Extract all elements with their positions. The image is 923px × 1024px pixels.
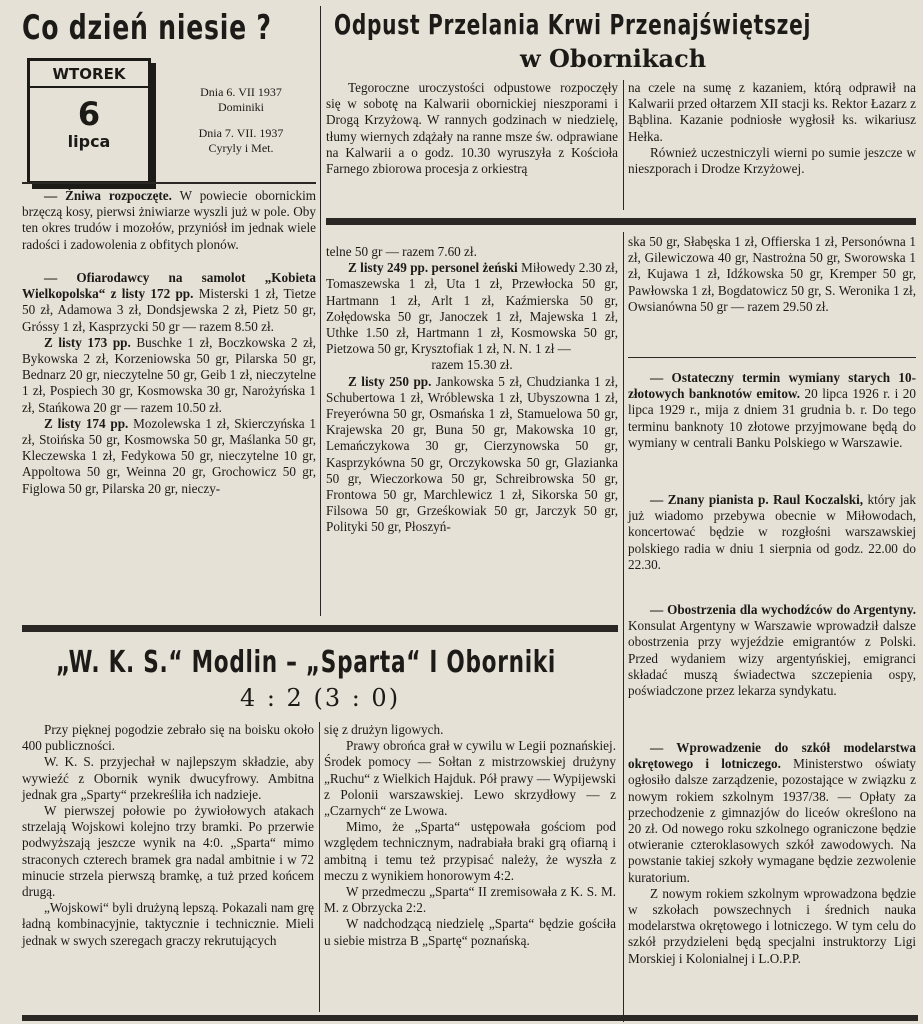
calendar-month: lipca	[67, 132, 111, 151]
list-174-text: Mozolewska 1 zł, Skierczyńska 1 zł, Stoińska 50 gr, Kosmowska 50 gr, Maślanka 50 gr, Kleczewska 1 zł, Fedykowa 50 gr, nieczytelne 10 gr, Appoltowa 50 gr, Weinna 20 gr, Grochowicz 50 gr, Figlowa 50 gr, Pilarska 20 gr, nieczy-	[22, 415, 316, 496]
modelarstwo-text-2: Z nowym rokiem szkolnym wprowadzona będzie w szkołach powszechnych i średnich nauka modelarstwa okrętowego i lotniczego. W tym celu do szkół przydzieleni będą specjalni instruktorzy Ligi Morskiej i Kolonialnej i L.O.P.P.	[628, 885, 916, 966]
modelarstwo-text: Ministerstwo oświaty ogłosiło dalsze zarządzenie, pozostające w związku z nowym rokiem szkolnym 1937/38. — Opłaty za przechodzenie z gimnazjów do liceów określono na 20 zł. Od nowego roku szkolnego ograniczone będzie otwieranie czteroklasowych szkół zawodowych. Na powstanie takiej szkoły wymagane będzie zezwolenie kuratorium.	[628, 756, 916, 885]
lists-col-a	[326, 244, 618, 536]
zniwa-text: W powiecie obornickim brzęczą kosy, pierwsi żniwiarze wyszli już w pole. Oby ten okres trudów i mozołów, przyniósł im jednak wiele radości i zadowolenia z obfitych plonów.	[22, 188, 316, 252]
list-continuation: ska 50 gr, Słabęska 1 zł, Offierska 1 zł, Personówna 1 zł, Gilewiczowa 40 gr, Nastrożna 50 gr, Sworowska 1 zł, Kujawa 1 zł, Idźkowska 50 gr, Kremper 50 gr, Pawłowska 1 zł, Bogdatowicz 50 gr, S. Weronika 1 zł, Owsianówna 50 gr — razem 29.50 zł.	[628, 234, 916, 314]
sport-col2-p4: W przedmeczu „Sparta“ II zremisowała z K. S. M. M. z Obrzycka 2:2.	[324, 884, 616, 916]
sport-col-1	[22, 722, 314, 949]
lists-col-c	[628, 234, 916, 315]
article-pianista	[628, 492, 916, 573]
pianista-text: który jak już wiadomo przebywa obecnie w Miłowodach, koncertować będzie w rozgłośni warszawskiej polskiego radia w dniu 1 sierpnia od godz. 22.00 do 22.30.	[628, 492, 916, 572]
calendar-weekday: WTOREK	[30, 61, 148, 88]
ofiarodawcy-text: Misterski 1 zł, Tietze 50 zł, Adamowa 3 zł, Dondsjewska 2 zł, Pietz 50 gr, Gróssy 1 zł, Kasprzycki 50 gr — razem 8.50 zł.	[22, 286, 316, 334]
list-249-total: razem 15.30 zł.	[431, 357, 513, 373]
sport-col1-p2: W. K. S. przyjechał w najlepszym składzie, aby wywieźć z Obornik wynik dwucyfrowy. Ambitna jednak gra „Sparty“ przekreśliła ich nadzieje.	[22, 754, 314, 802]
odpust-bottom-rule	[326, 218, 916, 225]
odpust-title: Odpust Przelania Krwi Przenajświętszej	[334, 8, 812, 41]
argentyna-text: Konsulat Argentyny w Warszawie wprowadził dalsze obostrzenia przy wyjeździe emigrantów z Polski. Przed wydaniem wizy argentyńskiej, emigranci składać muszą świadectwa szczepienia ospy, poświadczone przez lekarza syndykatu.	[628, 618, 916, 699]
list-173-head: Z listy 173 pp.	[44, 334, 131, 350]
odpust-col-divider	[623, 80, 624, 210]
odpust-col-1	[326, 80, 618, 177]
lists-cont: telne 50 gr — razem 7.60 zł.	[326, 244, 477, 259]
modelarstwo-lead: — Wprowadzenie do szkół modelarstwa okrętowego i lotniczego.	[628, 740, 916, 772]
sport-score: 4 : 2 (3 : 0)	[239, 684, 401, 712]
sport-title: „W. K. S.“ Modlin – „Sparta“ I Oborniki	[56, 645, 557, 680]
sport-top-rule	[22, 625, 618, 632]
calendar-date-2: Dnia 7. VII. 1937	[198, 126, 284, 140]
calendar-name-1: Dominiki	[217, 100, 264, 114]
odpust-col1-text: Tegoroczne uroczystości odpustowe rozpoczęły się w sobotę na Kalwarii obornickiej nieszporami i Drogą Krzyżową. W rannych godzinach w niedzielę, tłumy wiernych zdążały na ranne msze św. odprawiane na Kalwarii a o godz. 10.30 wyruszyła z Kościoła Farnego zbiorowa procesja z orkiestrą	[326, 80, 618, 177]
sport-col1-p3: W pierwszej połowie po żywiołowych atakach strzelają Wojskowi kolejno trzy bramki. Po przerwie podwyższają jeszcze wynik na 4:0. „Sparta“ mimo straconych czterech bramek gra nadal ambitnie i w 72 minucie strzela pierwszą bramkę, a tuż przed końcem drugą.	[22, 803, 314, 900]
sport-col1-p4: „Wojskowi“ byli drużyną lepszą. Pokazali nam grę ładną kombinacyjnie, taktycznie i technicznie. Mieli jednak w swych szeregach graczy rekrutujących	[22, 900, 314, 948]
column-divider-right	[623, 232, 624, 1022]
odpust-subtitle: w Obornikach	[520, 44, 707, 73]
right-divider-1	[628, 357, 916, 358]
argentyna-lead: — Obostrzenia dla wychodźców do Argentyny.	[650, 602, 916, 617]
list-249-text: Miłowedy 2.30 zł, Tomaszewska 1 zł, Uta 1 zł, Przewłocka 50 gr, Hartmann 1 zł, Arlt 1 zł, Kaźmierska 50 gr, Zołędowska 50 gr, Janoczek 1 zł, Majewska 1 zł, Uthke 1.50 zł, Hartmann 1 zł, Kosmowska 50 gr, Pietzowa 50 gr, Krysztofiak 1 zł, N. N. 1 zł —	[326, 260, 619, 357]
termin-lead: — Ostateczny termin wymiany starych 10-złotowych banknotów emitow.	[628, 370, 916, 402]
sport-col2-p5: W nadchodzącą niedzielę „Sparta“ będzie gościła u siebie mistrza B „Spartę“ poznańską.	[324, 916, 616, 948]
odpust-col-2	[628, 80, 916, 177]
article-ofiarodawcy	[22, 270, 316, 497]
list-249-head: Z listy 249 pp. personel żeński	[348, 260, 518, 276]
list-250-text: Jankowska 5 zł, Chudzianka 1 zł, Schubertowa 1 zł, Wróblewska 1 zł, Ubyszowna 1 zł, Freyerówna 50 gr, Osmańska 1 zł, Stamuelowa 50 gr, Krajewska 20 gr, Buna 50 gr, Makowska 10 gr, Lemańczykowa 30 gr, Cierzynowska 50 gr, Kasprzykówna 50 gr, Orczykowska 50 gr, Glazianka 50 gr, Wieczorkowa 50 gr, Schreibrowska 50 gr, Frontowa 50 gr, Marchlewicz 1 zł, Sikorska 50 gr, Filsowa 50 gr, Grześkowiak 50 gr, Jarczyk 50 gr, Polityki 50 gr, Płoszyń-	[326, 373, 618, 535]
article-zniwa	[22, 188, 316, 253]
calendar-divider	[22, 182, 316, 184]
calendar-name-2: Cyryly i Met.	[208, 141, 274, 155]
sport-col1-p1: Przy pięknej pogodzie zebrało się na boisku około 400 publiczności.	[22, 722, 314, 754]
sport-col2-p1: się z drużyn ligowych.	[324, 722, 444, 737]
column-title-co-dzien-niesie: Co dzień niesie ?	[22, 8, 272, 48]
article-modelarstwo	[628, 740, 916, 967]
column-divider-left	[320, 6, 321, 616]
zniwa-lead: — Żniwa rozpoczęte.	[44, 188, 172, 203]
list-250-head: Z listy 250 pp.	[348, 373, 432, 389]
calendar-box	[27, 58, 151, 184]
sport-col2-p3: Mimo, że „Sparta“ ustępowała gościom pod względem technicznym, nadrabiała braki grą ofiarną i ambitną i temu też przypisać należy, że wyszła z meczu z wynikiem honorowym 4:2.	[324, 819, 616, 883]
odpust-col2a-text: na czele na sumę z kazaniem, którą odprawił na Kalwarii przed ołtarzem XII stacji ks. Rektor Łazarz z Bąblina. Kazanie podniosłe wygłosił ks. wikariusz Hełka.	[628, 80, 916, 144]
sport-col2-p2: Prawy obrońca grał w cywilu w Legii poznańskiej. Środek pomocy — Sołtan z mistrzowskiej drużyny „Ruchu“ z Wielkich Hajduk. Pół prawy — Wypijewski z Polonii warszawskiej. Lewo skrzydłowy — z „Czarnych“ ze Lwowa.	[324, 738, 616, 819]
calendar-date-1: Dnia 6. VII 1937	[200, 85, 282, 99]
calendar-day: 6	[77, 95, 101, 133]
sport-col-divider	[319, 722, 320, 1012]
list-174-head: Z listy 174 pp.	[44, 415, 129, 431]
page-bottom-rule	[22, 1015, 918, 1021]
list-173-text: Buschke 1 zł, Boczkowska 2 zł, Bykowska 2 zł, Korzeniowska 50 gr, Pilarska 50 gr, Bednarz 20 gr, nieczytelne 50 gr, Geib 1 zł, nieczytelne 1 zł, Pospiech 30 gr, Kosmowska 30 gr, Narożyńska 1 zł, Stańkowa 20 gr — razem 10.50 zł.	[22, 334, 316, 415]
ofiarodawcy-lead: — Ofiarodawcy na samolot „Kobieta Wielkopolska“ z listy 172 pp.	[22, 270, 316, 302]
odpust-col2b-text: Również uczestniczyli wierni po sumie jeszcze w nieszporach i Drodze Krzyżowej.	[628, 144, 916, 177]
article-termin	[628, 370, 916, 451]
termin-text: 20 lipca 1926 r. i 20 lipca 1929 r., mija z dniem 31 grudnia b. r. Do tego terminu banknoty 10 złotowe przyjmowane będą do wymiany w centrali Banku Polskiego w Warszawie.	[628, 386, 916, 450]
pianista-lead: — Znany pianista p. Raul Koczalski,	[650, 492, 864, 507]
article-argentyna	[628, 602, 916, 699]
sport-col-2	[324, 722, 616, 949]
